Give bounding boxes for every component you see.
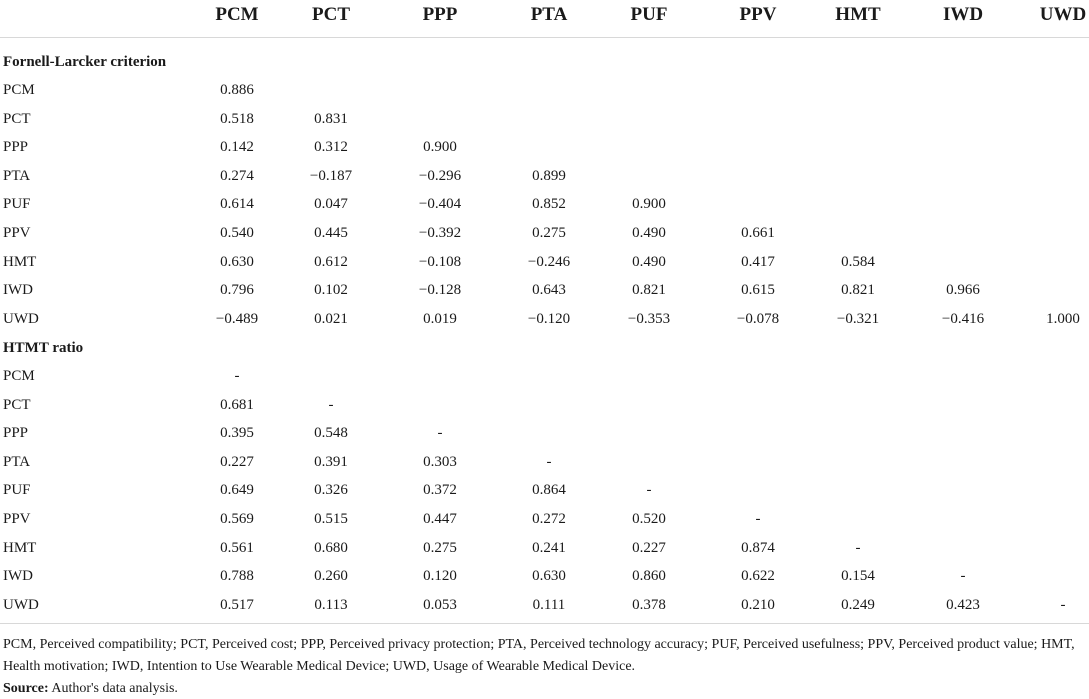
table-cell: 0.864 [532,482,566,499]
table-cell: 0.417 [741,253,775,270]
table-cell: −0.489 [215,310,259,327]
table-cell: 0.227 [632,539,666,556]
table-cell: - [234,368,240,384]
table-cell: 0.047 [314,196,348,213]
row-label: UWD [3,310,39,327]
table-cell: 0.113 [314,596,348,613]
table-cell: 0.312 [314,139,348,156]
table-cell: 0.680 [314,539,348,556]
column-header-pct: PCT [312,4,350,25]
table-cell: 0.517 [220,596,254,613]
table-cell: 0.391 [314,453,348,470]
table-cell: −0.353 [627,310,671,327]
table-cell: 0.852 [532,196,566,213]
table-cell: 0.275 [423,539,457,556]
table-cell: 0.445 [314,225,348,241]
table-source [3,679,178,699]
table-cell: 0.518 [220,110,254,127]
table-row [0,452,1089,480]
column-header-ppv: PPV [739,4,777,25]
row-label: PUF [3,482,31,499]
table-cell: 0.490 [632,253,666,270]
table-cell: 0.860 [632,568,666,585]
table-cell: 0.423 [946,596,980,613]
table-cell: 0.372 [423,482,457,499]
source-text: Author's data analysis. [51,681,178,696]
row-label: PPP [3,425,29,442]
table-cell: −0.404 [418,196,462,213]
table-cell: 1.000 [1046,310,1080,327]
table-cell: 0.900 [423,139,457,156]
table-cell: - [755,511,761,527]
table-cell: 0.102 [314,282,348,299]
table-cell: 0.154 [841,568,875,585]
table-cell: 0.249 [841,596,875,613]
table-cell: 0.490 [632,225,666,241]
column-header-hmt: HMT [835,4,881,25]
row-label: IWD [3,568,33,585]
row-label: UWD [3,596,39,613]
table-cell: - [960,568,966,585]
table-cell: - [328,396,334,413]
table-cell: 0.210 [741,596,775,613]
table-cell: 0.796 [220,282,254,299]
table-cell: 0.019 [423,310,457,327]
table-cell: 0.395 [220,425,254,442]
table-cell: - [646,482,652,499]
table-cell: 0.274 [220,167,254,184]
table-cell: 0.681 [220,396,254,413]
row-label: PTA [3,167,31,184]
table-cell: 0.788 [220,568,254,585]
table-row [0,109,1089,137]
row-label: PCM [3,82,35,98]
table-cell: 0.520 [632,511,666,527]
table-cell: −0.120 [527,310,571,327]
table-cell: −0.187 [309,167,353,184]
table-cell: 0.886 [220,82,254,98]
table-cell: −0.108 [418,253,462,270]
table-cell: 0.900 [632,196,666,213]
table-cell: 0.821 [841,282,875,299]
table-row [0,395,1089,423]
table-footnote: PCM, Perceived compatibility; PCT, Perceived cost; PPP, Perceived privacy protection; PTA, Perceived technology accuracy; PUF, Perceived usefulness; PPV, Perceived product value; HMT, Health motivation; IWD, Intention to Use Wearable Medical Device; UWD, Usage of Wearable Medical Device. [3,637,1075,674]
row-label: PCT [3,396,31,413]
table-cell: 0.649 [220,482,254,499]
row-label: PPV [3,225,31,241]
table-cell: −0.321 [836,310,880,327]
table-row [0,509,1089,537]
row-label: PPP [3,139,29,156]
table-cell: 0.120 [423,568,457,585]
table-cell: 0.260 [314,568,348,585]
section-title: Fornell-Larcker criterion [3,54,167,70]
table-cell: 0.111 [532,596,566,613]
table-cell: 0.821 [632,282,666,299]
table-cell: 0.303 [423,453,457,470]
table-cell: 0.831 [314,110,348,127]
row-label: HMT [3,539,37,556]
table-cell: 0.378 [632,596,666,613]
table-cell: 0.569 [220,511,254,527]
column-header-iwd: IWD [942,4,984,25]
table-cell: 0.515 [314,511,348,527]
table-cell: 0.899 [532,167,566,184]
source-label: Source: [3,681,49,696]
table-cell: 0.630 [532,568,566,585]
table-cell: - [546,453,552,470]
table-cell: 0.142 [220,139,254,156]
table-cell: 0.966 [946,282,980,299]
row-label: PCT [3,110,31,127]
table-cell: 0.053 [423,596,457,613]
row-label: PUF [3,196,31,213]
table-cell: −0.296 [418,167,462,184]
table-bottom-divider [0,623,1089,624]
table-cell: 0.447 [423,511,457,527]
table-cell: 0.227 [220,453,254,470]
table-row [0,252,1089,280]
table-row [0,423,1089,451]
table-cell: −0.392 [418,225,462,241]
table-row [0,80,1089,108]
table-cell: 0.622 [741,568,775,585]
table-cell: 0.584 [841,253,875,270]
table-row [0,566,1089,594]
table-row [0,366,1089,394]
table-row [0,309,1089,337]
table-cell: 0.615 [741,282,775,299]
table-cell: 0.272 [532,511,566,527]
table-cell: 0.614 [220,196,254,213]
row-label: PTA [3,453,31,470]
table-cell: 0.326 [314,482,348,499]
table-cell: −0.128 [418,282,462,299]
column-header-pcm: PCM [215,4,259,25]
table-cell: 0.643 [532,282,566,299]
table-row [0,137,1089,165]
table-cell: - [437,425,443,442]
table-row [0,538,1089,566]
row-label: PCM [3,368,35,384]
header-divider [0,37,1089,38]
table-cell: 0.661 [741,225,775,241]
table-cell: 0.241 [532,539,566,556]
table-cell: 0.540 [220,225,254,241]
table-row [0,223,1089,251]
table-cell: 0.275 [532,225,566,241]
table-cell: 0.548 [314,425,348,442]
row-label: IWD [3,282,33,299]
table-header-row [0,0,1089,36]
table-cell: - [855,539,861,556]
table-row [0,595,1089,623]
table-row [0,194,1089,222]
column-header-pta: PTA [530,4,568,25]
table-cell: −0.078 [736,310,780,327]
table-row [0,280,1089,308]
table-cell: 0.612 [314,253,348,270]
table-cell: 0.630 [220,253,254,270]
table-cell: 0.021 [314,310,348,327]
table-cell: 0.874 [741,539,775,556]
table-cell: 0.561 [220,539,254,556]
column-header-ppp: PPP [422,4,458,25]
table-cell: - [1060,596,1066,613]
section-title: HTMT ratio [3,340,84,356]
table-cell: −0.246 [527,253,571,270]
row-label: HMT [3,253,37,270]
row-label: PPV [3,511,31,527]
table-row [0,480,1089,508]
column-header-uwd: UWD [1039,4,1087,25]
table-cell: −0.416 [941,310,985,327]
column-header-puf: PUF [630,4,668,25]
table-row [0,166,1089,194]
